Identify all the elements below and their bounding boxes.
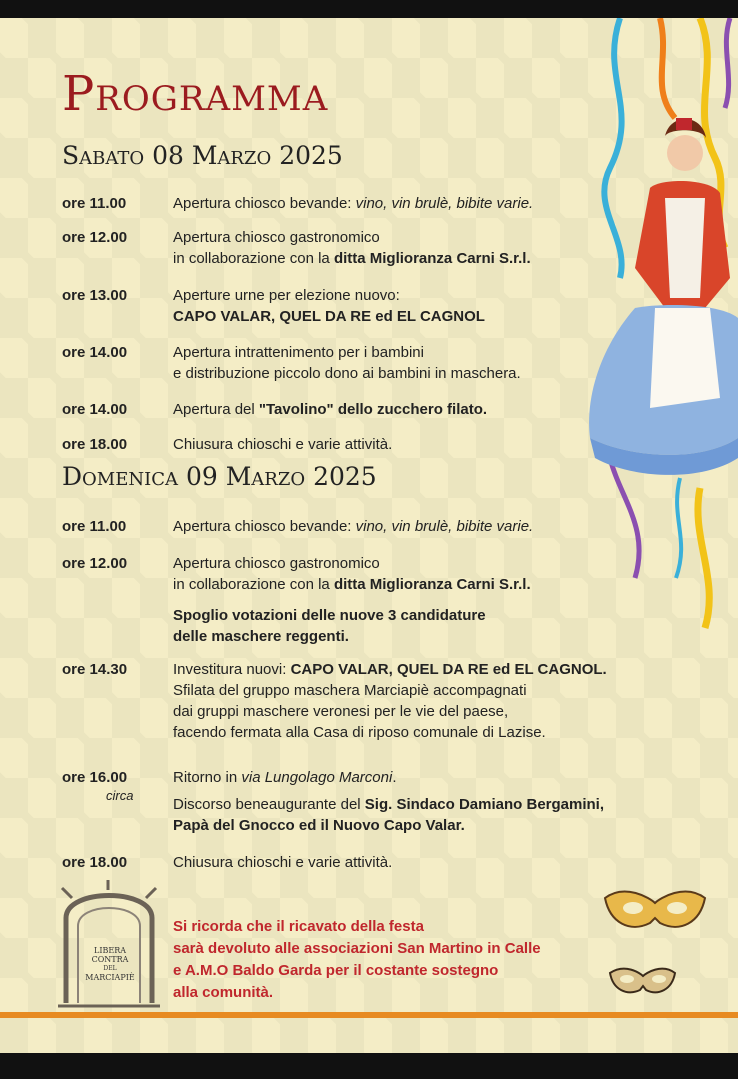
carnival-masks-illustration (600, 878, 710, 1018)
saturday-heading: Sabato 08 Marzo 2025 (62, 141, 343, 170)
item-time: ore 14.00 (62, 344, 128, 361)
sunday-heading: Domenica 09 Marzo 2025 (62, 462, 377, 491)
page-title: Programma (62, 66, 329, 122)
bottom-divider (0, 1012, 738, 1018)
item-time: ore 14.30 (62, 661, 128, 678)
closing-note: Si ricorda che il ricavato della festa sarà devoluto alle associazioni San Martino in Calle e A.M.O Baldo Garda per il costante sostegno alla comunità. (173, 918, 541, 1001)
item-description: Chiusura chioschi e varie attività. (173, 436, 393, 453)
item-description: Investitura nuovi: CAPO VALAR, QUEL DA RE ed EL CAGNOL. Sfilata del gruppo maschera Marciapiè accompagnati dai gruppi maschere veronesi per le vie del paese, facendo fermata alla Casa di riposo comunale di Lazise. (173, 661, 607, 741)
item-time: ore 11.00 (62, 195, 127, 212)
item-description: Apertura intrattenimento per i bambini e distribuzione piccolo dono ai bambini in maschera. (173, 344, 521, 382)
item-time: ore 13.00 (62, 287, 128, 304)
item-description: Apertura chiosco bevande: vino, vin brulè, bibite varie. (173, 195, 534, 212)
item-time: ore 18.00 (62, 436, 128, 453)
item-description: Apertura del "Tavolino" dello zucchero filato. (173, 401, 488, 418)
poster (0, 18, 738, 1053)
item-description: Apertura chiosco gastronomico in collaborazione con la ditta Miglioranza Carni S.r.l. Spoglio votazioni delle nuove 3 candidature delle maschere reggenti. (173, 555, 531, 645)
carnival-lady-illustration (580, 18, 738, 658)
item-time: ore 18.00 (62, 854, 128, 871)
logo-text: LIBERA CONTRA DEL MARCIAPIÈ (85, 946, 135, 982)
item-description: Aperture urne per elezione nuovo: CAPO VALAR, QUEL DA RE ed EL CAGNOL (173, 287, 485, 325)
item-time: ore 16.00 (62, 769, 128, 786)
libera-contra-logo (58, 878, 160, 1008)
item-time: ore 12.00 (62, 555, 128, 572)
item-time: ore 14.00 (62, 401, 128, 418)
item-description: Ritorno in via Lungolago Marconi. Discorso beneaugurante del Sig. Sindaco Damiano Bergamini, Papà del Gnocco ed il Nuovo Capo Valar. (173, 769, 605, 834)
item-time: ore 11.00 (62, 518, 127, 535)
item-time: ore 12.00 (62, 229, 128, 246)
item-description: Chiusura chioschi e varie attività. (173, 854, 393, 871)
item-time-note: circa (106, 788, 134, 803)
item-description: Apertura chiosco gastronomico in collaborazione con la ditta Miglioranza Carni S.r.l. (173, 229, 531, 267)
item-description: Apertura chiosco bevande: vino, vin brulè, bibite varie. (173, 518, 534, 535)
